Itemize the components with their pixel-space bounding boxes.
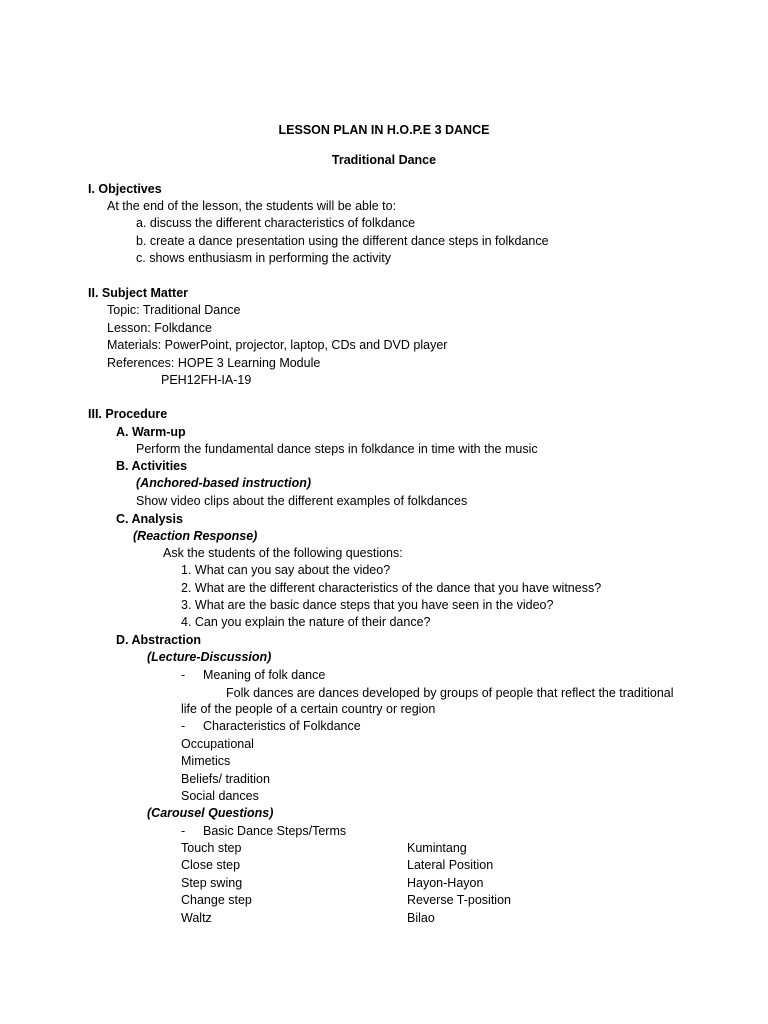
objective-item: a. discuss the different characteristics of folkdance [136, 216, 416, 230]
objectives-intro: At the end of the lesson, the students will be able to: [107, 199, 397, 213]
lesson-plan-subtitle: Traditional Dance [331, 153, 437, 167]
meaning-heading: Meaning of folk dance [203, 668, 326, 682]
dance-step-left: Change step [181, 893, 252, 907]
objective-item: c. shows enthusiasm in performing the activity [136, 251, 391, 265]
activities-text: Show video clips about the different examples of folkdances [136, 494, 468, 508]
meaning-text-line2: life of the people of a certain country or region [181, 702, 436, 716]
characteristic-item: Social dances [181, 789, 259, 803]
dance-step-left: Step swing [181, 876, 243, 890]
analysis-heading: C. Analysis [116, 512, 183, 526]
meaning-text-line1: Folk dances are dances developed by groups of people that reflect the traditional [226, 686, 674, 700]
subject-references: References: HOPE 3 Learning Module [107, 356, 321, 370]
analysis-intro: Ask the students of the following questions: [163, 546, 403, 560]
analysis-question: 1. What can you say about the video? [181, 563, 391, 577]
dance-step-right: Bilao [407, 911, 435, 925]
activities-method: (Anchored-based instruction) [136, 476, 312, 490]
dance-step-right: Kumintang [407, 841, 467, 855]
characteristic-item: Occupational [181, 737, 254, 751]
bullet-dash: - [181, 719, 186, 733]
dance-step-left: Touch step [181, 841, 242, 855]
dance-step-right: Lateral Position [407, 858, 494, 872]
dance-step-right: Reverse T-position [407, 893, 511, 907]
subject-topic: Topic: Traditional Dance [107, 303, 241, 317]
objectives-heading: I. Objectives [88, 182, 162, 196]
characteristic-item: Mimetics [181, 754, 231, 768]
subject-lesson: Lesson: Folkdance [107, 321, 212, 335]
dance-step-left: Waltz [181, 911, 212, 925]
activities-heading: B. Activities [116, 459, 188, 473]
analysis-question: 2. What are the different characteristics of the dance that you have witness? [181, 581, 602, 595]
dance-step-right: Hayon-Hayon [407, 876, 484, 890]
analysis-question: 3. What are the basic dance steps that you have seen in the video? [181, 598, 554, 612]
analysis-method: (Reaction Response) [133, 529, 258, 543]
abstraction-heading: D. Abstraction [116, 633, 201, 647]
characteristic-item: Beliefs/ tradition [181, 772, 270, 786]
lesson-plan-title: LESSON PLAN IN H.O.P.E 3 DANCE [278, 123, 490, 137]
analysis-question: 4. Can you explain the nature of their dance? [181, 615, 431, 629]
subject-matter-heading: II. Subject Matter [88, 286, 189, 300]
steps-heading: Basic Dance Steps/Terms [203, 824, 347, 838]
dance-step-left: Close step [181, 858, 241, 872]
subject-materials: Materials: PowerPoint, projector, laptop, CDs and DVD player [107, 338, 448, 352]
objective-item: b. create a dance presentation using the different dance steps in folkdance [136, 234, 549, 248]
bullet-dash: - [181, 824, 186, 838]
warmup-text: Perform the fundamental dance steps in folkdance in time with the music [136, 442, 538, 456]
characteristics-heading: Characteristics of Folkdance [203, 719, 361, 733]
bullet-dash: - [181, 668, 186, 682]
carousel-method: (Carousel Questions) [147, 806, 274, 820]
abstraction-method: (Lecture-Discussion) [147, 650, 272, 664]
procedure-heading: III. Procedure [88, 407, 168, 421]
subject-code: PEH12FH-IA-19 [161, 373, 252, 387]
warmup-heading: A. Warm-up [116, 425, 186, 439]
